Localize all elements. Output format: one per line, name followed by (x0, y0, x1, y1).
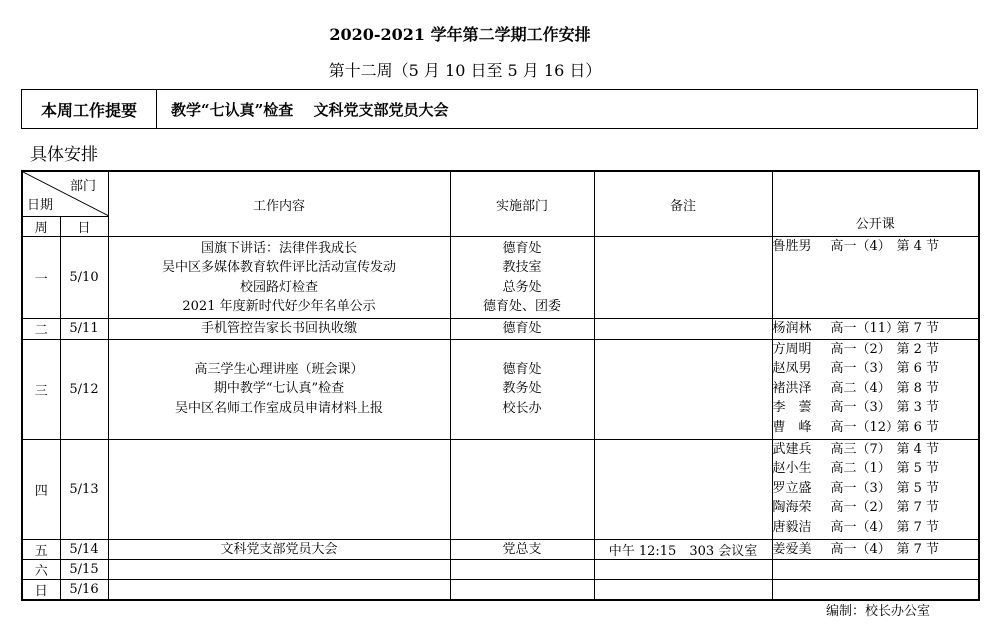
week-cell: 三 (22, 339, 60, 439)
table-row (22, 560, 979, 580)
open-class-cell (772, 319, 979, 340)
content-line: 高三学生心理讲座（班会课） (194, 361, 364, 377)
department-line: 校长办 (502, 400, 542, 416)
footer-editor: 编制：校长办公室 (826, 604, 931, 619)
section-title: 具体安排 (30, 145, 98, 165)
content-line: 国旗下讲话：法律伴我成长 (200, 240, 357, 256)
class-name: 高一（11） (830, 321, 900, 336)
class-name: 高一（12） (830, 419, 900, 435)
lesson-entry (773, 479, 979, 499)
period: 第 2 节 (896, 341, 940, 357)
content-line: 吴中区名师工作室成员申请材料上报 (174, 400, 383, 416)
department-cell (450, 319, 594, 340)
open-class-cell (772, 560, 979, 580)
class-name: 高一（4） (830, 239, 891, 254)
department-cell (450, 539, 594, 560)
teacher-name: 陶海荣 (772, 500, 812, 515)
teacher-name: 褚洪泽 (772, 380, 812, 396)
period: 第 7 节 (896, 321, 940, 336)
table-row (22, 237, 979, 319)
table-row (22, 319, 979, 340)
content-line: 校园路灯检查 (239, 279, 318, 295)
open-class-cell (772, 580, 979, 601)
department-line: 教技室 (502, 260, 542, 275)
summary-text: 教学“七认真”检查 文科党支部党员大会 (171, 100, 449, 119)
department-cell (450, 580, 594, 601)
class-name: 高一（3） (830, 480, 891, 496)
lesson-entry (773, 459, 979, 479)
teacher-name: 杨润林 (772, 321, 812, 336)
summary-label: 本周工作提要 (22, 90, 157, 128)
period: 第 8 节 (896, 380, 940, 396)
week-cell: 五 (22, 539, 60, 560)
date-cell: 5/12 (60, 339, 108, 439)
content-line: 文科党支部党员大会 (220, 541, 338, 557)
department-line: 总务处 (502, 279, 542, 295)
lesson-entry (773, 237, 979, 257)
header-week: 周 (22, 217, 60, 237)
period: 第 3 节 (896, 400, 940, 415)
department-line: 德育处、团委 (482, 299, 561, 314)
note-cell (594, 439, 772, 539)
weekly-summary-box (21, 89, 978, 129)
teacher-name: 赵凤男 (772, 361, 812, 376)
lesson-entry (773, 340, 979, 360)
teacher-name: 鲁胜男 (772, 239, 812, 254)
class-name: 高一（3） (830, 361, 891, 376)
note-cell (594, 339, 772, 439)
note-cell: 中午 12:15 303 会议室 (594, 539, 772, 560)
date-cell: 5/11 (60, 319, 108, 340)
content-cell (108, 439, 450, 539)
department-cell (450, 339, 594, 439)
schedule-table (21, 170, 980, 601)
header-note: 备注 (594, 171, 772, 237)
lesson-entry (773, 398, 979, 418)
week-cell: 二 (22, 319, 60, 340)
week-cell: 日 (22, 580, 60, 601)
teacher-name: 唐毅洁 (772, 519, 812, 535)
lesson-entry (773, 359, 979, 379)
content-cell (108, 580, 450, 601)
department-cell (450, 237, 594, 319)
period: 第 7 节 (896, 541, 940, 557)
teacher-name: 方周明 (772, 341, 812, 357)
department-line: 德育处 (502, 240, 542, 256)
content-line: 手机管控告家长书回执收缴 (200, 321, 357, 336)
content-cell (108, 237, 450, 319)
table-row (22, 439, 979, 539)
content-line: 吴中区多媒体教育软件评比活动宣传发动 (161, 260, 396, 275)
lesson-entry (773, 418, 979, 438)
date-cell: 5/16 (60, 580, 108, 601)
date-cell: 5/10 (60, 237, 108, 319)
class-name: 高一（4） (830, 541, 891, 557)
class-name: 高一（3） (830, 400, 891, 415)
header-corner-cell (22, 171, 108, 217)
open-class-cell (772, 539, 979, 560)
lesson-entry (773, 440, 979, 460)
class-name: 高二（1） (830, 461, 891, 476)
teacher-name: 李 蕓 (772, 400, 812, 415)
content-cell (108, 339, 450, 439)
content-cell (108, 319, 450, 340)
table-row (22, 539, 979, 560)
class-name: 高一（4） (830, 519, 891, 535)
content-line: 期中教学“七认真”检查 (213, 381, 345, 397)
period: 第 6 节 (896, 361, 940, 376)
week-subtitle: 第十二周（5 月 10 日至 5 月 16 日） (328, 61, 602, 80)
header-content: 工作内容 (108, 171, 450, 237)
department-cell (450, 560, 594, 580)
period: 第 4 节 (896, 239, 940, 254)
department-cell (450, 439, 594, 539)
lesson-entry (773, 379, 979, 399)
period: 第 5 节 (896, 480, 940, 496)
period: 第 6 节 (896, 419, 940, 435)
teacher-name: 罗立盛 (772, 480, 812, 496)
lesson-entry (773, 319, 979, 339)
header-open-class: 公开课 (772, 171, 979, 237)
teacher-name: 武建兵 (772, 441, 812, 457)
teacher-name: 姜爱美 (772, 541, 812, 557)
period: 第 7 节 (896, 519, 940, 535)
department-line: 党总支 (502, 541, 542, 557)
date-cell: 5/14 (60, 539, 108, 560)
lesson-entry (773, 540, 979, 560)
open-class-cell (772, 237, 979, 319)
note-cell (594, 580, 772, 601)
lesson-entry (773, 498, 979, 518)
department-line: 德育处 (502, 321, 542, 336)
class-name: 高一（2） (830, 341, 891, 357)
date-cell: 5/13 (60, 439, 108, 539)
schedule-rows (22, 237, 979, 601)
document-title: 2020-2021 学年第二学期工作安排 (329, 25, 591, 44)
period: 第 7 节 (896, 500, 940, 515)
date-corner-label: 日期 (27, 198, 54, 213)
department-line: 教务处 (502, 381, 542, 397)
period: 第 4 节 (896, 441, 940, 457)
dept-corner-label: 部门 (70, 179, 97, 194)
teacher-name: 曹 峰 (772, 419, 812, 435)
table-row (22, 339, 979, 439)
lesson-entry (773, 518, 979, 538)
content-cell (108, 539, 450, 560)
class-name: 高一（2） (830, 500, 891, 515)
department-line: 德育处 (502, 361, 542, 377)
header-department: 实施部门 (450, 171, 594, 237)
week-cell: 六 (22, 560, 60, 580)
open-class-cell (772, 339, 979, 439)
note-cell (594, 560, 772, 580)
header-day: 日 (60, 217, 108, 237)
class-name: 高二（4） (830, 380, 891, 396)
teacher-name: 赵小生 (772, 461, 812, 476)
note-cell (594, 237, 772, 319)
table-row (22, 580, 979, 601)
period: 第 5 节 (896, 461, 940, 476)
class-name: 高三（7） (830, 441, 891, 457)
note-cell (594, 319, 772, 340)
week-cell: 四 (22, 439, 60, 539)
date-cell: 5/15 (60, 560, 108, 580)
content-line: 2021 年度新时代好少年名单公示 (182, 299, 376, 314)
content-cell (108, 560, 450, 580)
open-class-cell (772, 439, 979, 539)
week-cell: 一 (22, 237, 60, 319)
